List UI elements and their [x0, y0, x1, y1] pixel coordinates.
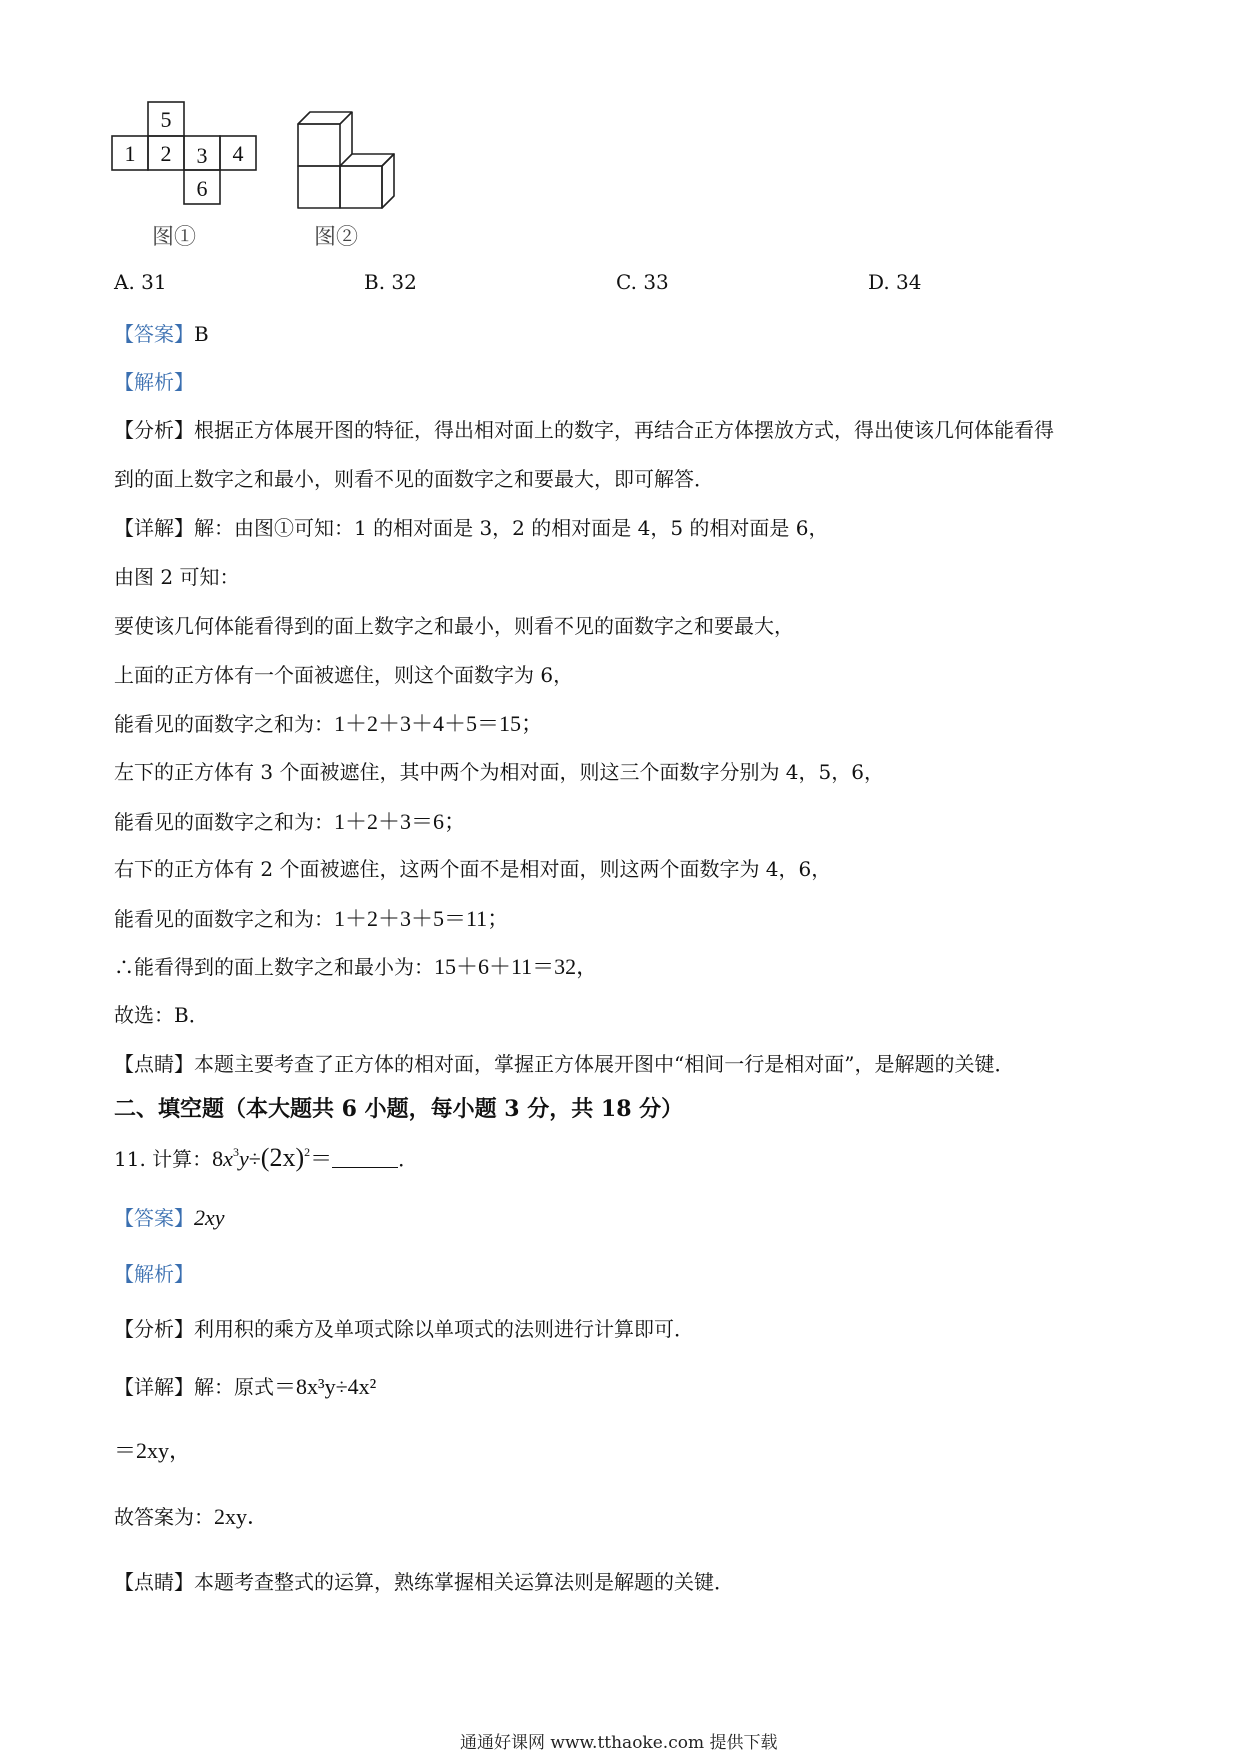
q10-analysis-tag: 【解析】	[114, 370, 194, 394]
q10-detail-line1: 【详解】解：由图①可知：1 的相对面是 3，2 的相对面是 4，5 的相对面是 6，	[114, 516, 829, 540]
net-label-2: 2	[160, 141, 172, 166]
q10-detail-line6: 左下的正方体有 3 个面被遮住，其中两个为相对面，则这三个面数字分别为 4，5，6，	[114, 760, 884, 784]
q10-eq1: 1＋2＋3＋4＋5＝15；	[334, 711, 544, 736]
q10-eq4: 15＋6＋11＝32，	[434, 954, 599, 979]
q10-detail-line3: 要使该几何体能看得到的面上数字之和最小，则看不见的面数字之和要最大，	[114, 614, 794, 638]
q10-detail-line11: 故选：B．	[114, 1003, 209, 1027]
q11-answer: 【答案】2xy	[114, 1205, 225, 1230]
q11-stem: 11. 计算：$8x^3y\div(2x)^2=$ ．	[114, 1143, 419, 1172]
q10-eq3: 1＋2＋3＋5＝11；	[334, 906, 510, 931]
option-c: C. 33	[616, 270, 669, 294]
q10-detail-line4: 上面的正方体有一个面被遮住，则这个面数字为 6，	[114, 663, 574, 687]
q10-dianjing: 【点睛】本题主要考查了正方体的相对面，掌握正方体展开图中“相间一行是相对面”，是解题的关键．	[114, 1052, 1015, 1076]
q10-detail-line9: 能看见的面数字之和为：1＋2＋3＋5＝11；	[114, 906, 510, 931]
q10-detail-line10: ∴能看得到的面上数字之和最小为：15＋6＋11＝32，	[114, 954, 599, 979]
net-label-6: 6	[196, 176, 208, 201]
q11-detail: 【详解】解：原式＝8x³y÷4x²	[114, 1374, 377, 1399]
net-label-3: 3	[196, 143, 208, 168]
q10-fenxi-line1: 【分析】根据正方体展开图的特征，得出相对面上的数字，再结合正方体摆放方式，得出使该几何体能看得	[114, 418, 1054, 442]
q11-final: 故答案为：2xy．	[114, 1504, 270, 1529]
net-label-1: 1	[124, 141, 136, 166]
page-footer: 通通好课网 www.tthaoke.com 提供下载	[460, 1733, 778, 1753]
answer-blank	[332, 1149, 398, 1168]
q10-answer: 【答案】B	[114, 322, 209, 346]
q11-expression: $8x^3y\div(2x)^2=$	[212, 1143, 333, 1172]
q11-analysis-tag: 【解析】	[114, 1262, 194, 1286]
option-d: D. 34	[868, 270, 922, 294]
figure1-caption: 图①	[152, 225, 197, 250]
q10-fenxi-line2: 到的面上数字之和最小，则看不见的面数字之和要最大，即可解答．	[114, 467, 714, 491]
stacked-cubes-figure	[296, 110, 402, 212]
q10-detail-line8: 右下的正方体有 2 个面被遮住，这两个面不是相对面，则这两个面数字为 4，6，	[114, 857, 832, 881]
net-label-5: 5	[160, 107, 172, 132]
option-b: B. 32	[364, 270, 417, 294]
q11-step2: ＝2xy，	[114, 1438, 192, 1463]
figure2-caption: 图②	[314, 225, 359, 250]
q11-fenxi: 【分析】利用积的乘方及单项式除以单项式的法则进行计算即可．	[114, 1317, 694, 1341]
q10-eq2: 1＋2＋3＝6；	[334, 809, 467, 834]
option-a: A. 31	[114, 270, 167, 294]
cube-net-figure	[110, 100, 260, 210]
q10-detail-line2: 由图 2 可知：	[114, 565, 240, 589]
q10-detail-line5: 能看见的面数字之和为：1＋2＋3＋4＋5＝15；	[114, 711, 544, 736]
section2-title: 二、填空题（本大题共 6 小题，每小题 3 分，共 18 分）	[114, 1096, 684, 1122]
q11-step1: ＝8x³y÷4x²	[274, 1374, 377, 1399]
q10-detail-line7: 能看见的面数字之和为：1＋2＋3＝6；	[114, 809, 467, 834]
q11-dianjing: 【点睛】本题考查整式的运算，熟练掌握相关运算法则是解题的关键．	[114, 1570, 734, 1594]
net-label-4: 4	[232, 141, 244, 166]
